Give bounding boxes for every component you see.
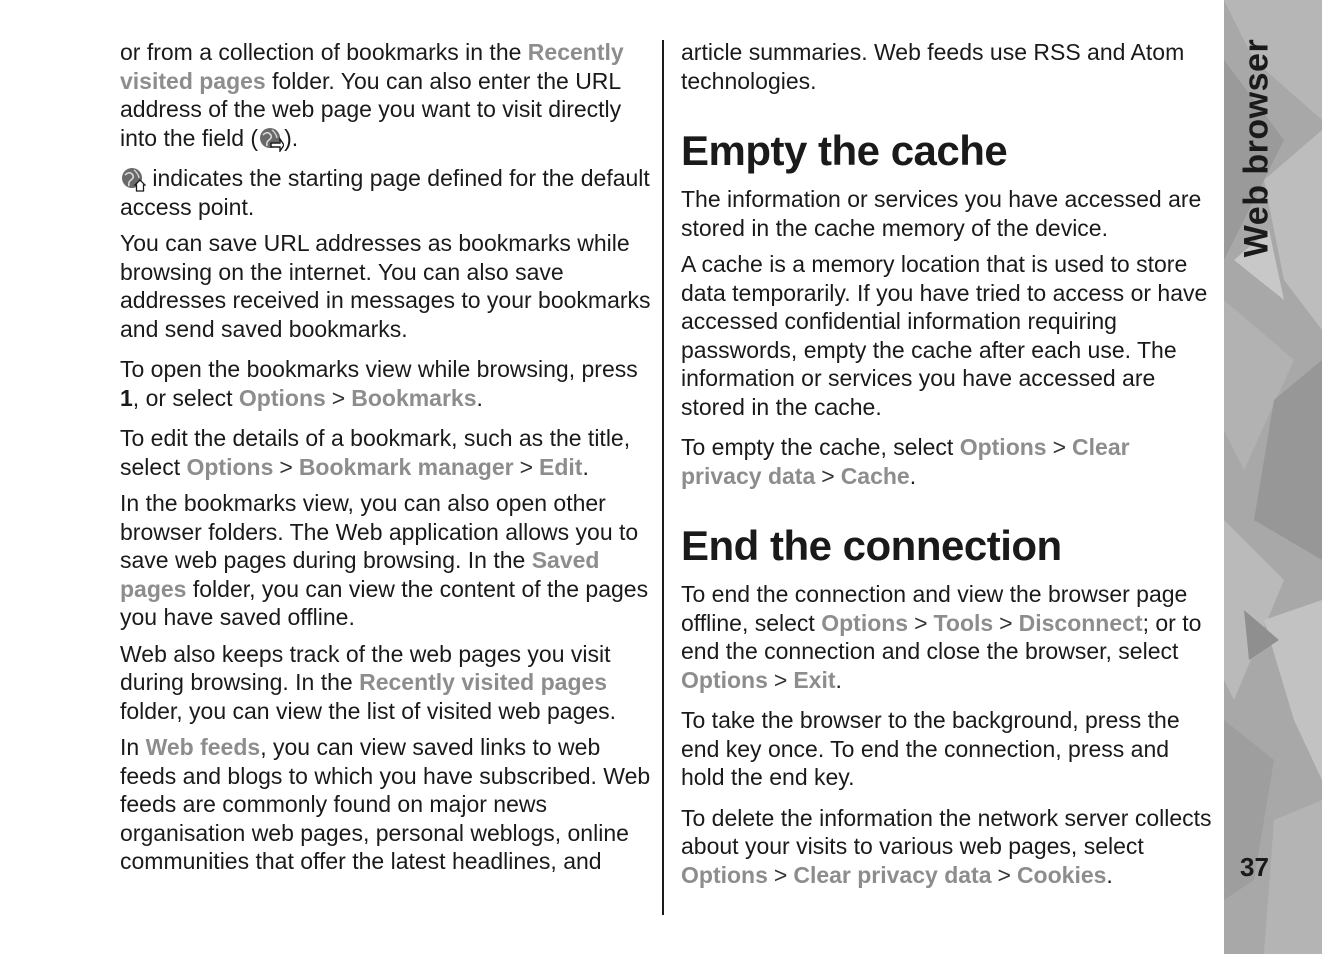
paragraph bbox=[120, 489, 655, 632]
text: . bbox=[476, 384, 483, 411]
text: In bbox=[120, 734, 146, 760]
menu-clear-privacy-data[interactable]: Clear privacy data bbox=[681, 434, 1130, 489]
paragraph bbox=[681, 580, 1216, 694]
paragraph: The information or services you have accessed are stored in the cache memory of the device. bbox=[681, 186, 1202, 241]
text: In the bookmarks view, you can also open other browser folders. The Web application allows you to save web pages during browsing. In the bbox=[120, 490, 639, 573]
menu-tools[interactable]: Tools bbox=[933, 609, 994, 636]
paragraph: You can save URL addresses as bookmarks while browsing on the internet. You can also save addresses received in messages to your bookmarks and send saved bookmarks. bbox=[120, 230, 651, 342]
menu-edit[interactable]: Edit bbox=[539, 453, 583, 480]
menu-cookies[interactable]: Cookies bbox=[1016, 861, 1107, 888]
menu-options[interactable]: Options bbox=[821, 609, 909, 636]
menu-options[interactable]: Options bbox=[959, 434, 1047, 460]
text: . bbox=[1106, 861, 1113, 888]
menu-disconnect[interactable]: Disconnect bbox=[1018, 609, 1143, 636]
key-label: 1 bbox=[120, 384, 133, 411]
chapter-title-text: Web browser bbox=[1237, 38, 1276, 257]
text: Web also keeps track of the web pages you visit during browsing. In the bbox=[120, 640, 611, 695]
text: To end the connection and view the browser page offline, select bbox=[681, 581, 1188, 636]
folder-link-web-feeds[interactable]: Web feeds bbox=[145, 734, 261, 760]
text: To empty the cache, select bbox=[681, 434, 960, 460]
separator: > bbox=[999, 609, 1013, 636]
paragraph bbox=[120, 355, 655, 412]
folder-link-recently-visited[interactable]: Recently visited pages bbox=[120, 39, 624, 94]
separator: > bbox=[331, 384, 346, 411]
text: To delete the information the network server collects about your visits to various web pages, select bbox=[681, 804, 1212, 859]
menu-exit[interactable]: Exit bbox=[793, 666, 836, 693]
paragraph bbox=[120, 424, 655, 481]
text: ; or to end the connection and close the browser, select bbox=[681, 609, 1202, 664]
separator: > bbox=[821, 462, 835, 489]
paragraph bbox=[120, 164, 655, 221]
text: To edit the details of a bookmark, such as the title, select bbox=[120, 425, 631, 480]
paragraph: article summaries. Web feeds use RSS and Atom technologies. bbox=[681, 39, 1185, 94]
menu-bookmarks[interactable]: Bookmarks bbox=[351, 384, 477, 411]
paragraph: A cache is a memory location that is used to store data temporarily. If you have tried to access or have accessed confidential information requiring passwords, empty the cache after each use. The information or services you have accessed are stored in the cache. bbox=[681, 251, 1208, 420]
menu-options[interactable]: Options bbox=[186, 453, 274, 480]
column-divider bbox=[662, 40, 664, 915]
separator: > bbox=[279, 453, 293, 480]
globe-home-icon bbox=[120, 166, 146, 192]
text: ). bbox=[284, 124, 299, 151]
menu-bookmark-manager[interactable]: Bookmark manager bbox=[298, 453, 514, 480]
chapter-title bbox=[1232, 40, 1282, 255]
separator: > bbox=[914, 609, 928, 636]
menu-options[interactable]: Options bbox=[681, 861, 768, 888]
separator: > bbox=[773, 861, 788, 888]
folder-link-saved-pages[interactable]: Saved pages bbox=[120, 547, 600, 602]
text: indicates the starting page defined for the default access point. bbox=[120, 165, 650, 220]
paragraph bbox=[120, 640, 655, 726]
section-heading-empty-cache: Empty the cache bbox=[681, 127, 1008, 174]
text: . bbox=[582, 453, 589, 480]
folder-link-recently-visited[interactable]: Recently visited pages bbox=[359, 669, 608, 695]
text: To open the bookmarks view while browsing, press bbox=[120, 356, 638, 382]
paragraph bbox=[681, 433, 1216, 490]
text: or from a collection of bookmarks in the bbox=[120, 39, 528, 65]
text: . bbox=[909, 462, 917, 489]
menu-options[interactable]: Options bbox=[681, 666, 768, 693]
paragraph bbox=[681, 804, 1216, 890]
text: , you can view saved links to web feeds and blogs to which you have subscribed. Web feeds are commonly found on major news organisation web pages, personal weblogs, online communities that offer the latest headlines, and bbox=[120, 734, 651, 874]
text: . bbox=[835, 666, 842, 693]
left-column bbox=[120, 38, 655, 884]
menu-options[interactable]: Options bbox=[238, 384, 326, 411]
separator: > bbox=[773, 666, 788, 693]
globe-arrow-icon bbox=[258, 126, 284, 152]
section-heading-end-connection: End the connection bbox=[681, 522, 1062, 569]
page-number: 37 bbox=[1240, 852, 1269, 882]
separator: > bbox=[519, 453, 533, 480]
separator: > bbox=[997, 861, 1011, 888]
text: , or select bbox=[132, 384, 239, 411]
paragraph: To take the browser to the background, press the end key once. To end the connection, press and hold the end key. bbox=[681, 707, 1180, 790]
text: folder, you can view the content of the pages you have saved offline. bbox=[120, 575, 649, 630]
paragraph bbox=[120, 38, 655, 152]
text: folder. You can also enter the URL address of the web page you want to visit directly into the field ( bbox=[120, 67, 622, 151]
menu-clear-privacy-data[interactable]: Clear privacy data bbox=[793, 861, 992, 888]
separator: > bbox=[1052, 434, 1067, 460]
menu-cache[interactable]: Cache bbox=[840, 462, 910, 489]
right-column bbox=[681, 38, 1216, 897]
text: folder, you can view the list of visited web pages. bbox=[120, 697, 617, 724]
paragraph bbox=[120, 733, 655, 876]
